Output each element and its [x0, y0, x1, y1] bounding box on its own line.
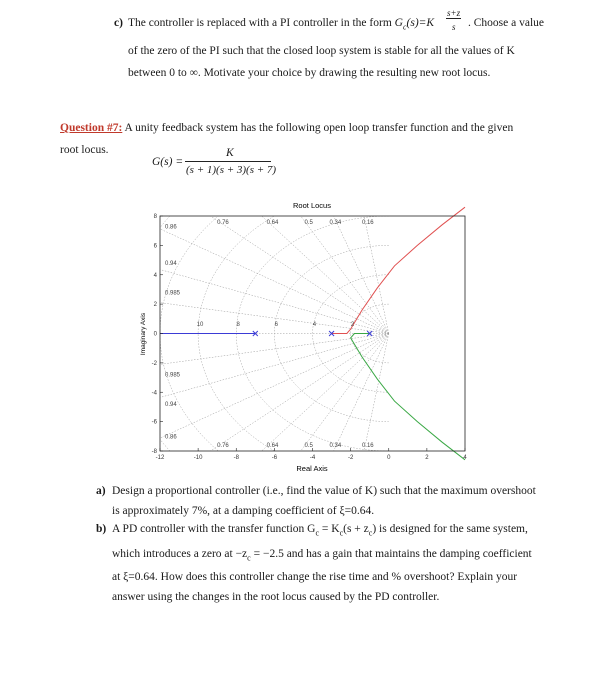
part-c-text-b: . Choose a value — [468, 17, 545, 29]
damping-label-top: 0.16 — [361, 220, 374, 226]
x-tick-label: 2 — [425, 455, 429, 461]
tf-fraction-bar — [185, 161, 271, 162]
pi-frac-den: s — [452, 22, 456, 32]
damping-label-bottom: 0.76 — [217, 443, 229, 449]
damping-ray — [328, 334, 389, 497]
pi-frac-num: s+z — [447, 8, 461, 18]
y-tick-label: 2 — [153, 302, 157, 309]
damping-ray — [198, 334, 389, 497]
y-tick-label: 8 — [153, 214, 157, 220]
pi-formula: $G_c(s)=K$ — [394, 17, 435, 32]
wn-label: 6 — [274, 322, 278, 329]
damping-ray — [30, 331, 388, 434]
question7-text-b: root locus. — [60, 144, 109, 156]
damping-label-top: 0.34 — [329, 220, 342, 226]
damping-label-left: 0.94 — [165, 261, 177, 267]
damping-label-left: 0.94 — [165, 402, 177, 408]
wn-label: 4 — [312, 322, 317, 329]
y-tick-label: 0 — [153, 331, 157, 338]
series-branch-upper — [329, 207, 465, 333]
damping-ray — [259, 196, 389, 334]
part-c-line2: of the zero of the PI such that the closed loop system is stable for all the values of K — [128, 45, 515, 57]
damping-ray — [99, 331, 389, 497]
damping-label-bottom: 0.16 — [361, 443, 374, 449]
damping-ray — [13, 331, 389, 385]
x-tick-label: 4 — [463, 455, 467, 461]
x-tick-label: 0 — [387, 455, 391, 461]
part-c-line3: between 0 to ∞. Motivate your choice by drawing the resulting new root locus. — [128, 67, 491, 79]
chart-ylabel: Imaginary Axis — [140, 312, 147, 356]
x-tick-label: -10 — [193, 455, 203, 461]
tf-numerator: K — [226, 147, 234, 159]
part-a-line2: is approximately 7%, at a damping coefficient of ξ=0.64. — [112, 505, 375, 517]
series-branch-lower — [351, 334, 465, 460]
question7-line — [60, 121, 513, 135]
damping-ray — [328, 196, 389, 334]
part-a-label: a) — [96, 485, 106, 497]
damping-ray — [61, 196, 389, 334]
y-tick-label: -8 — [151, 449, 157, 455]
damping-ray — [61, 331, 389, 484]
x-tick-label: -4 — [309, 455, 316, 461]
x-tick-label: -6 — [271, 455, 278, 461]
part-b-label: b) — [96, 523, 107, 535]
x-tick-label: -8 — [233, 455, 239, 461]
damping-label-top: 0.64 — [266, 220, 279, 226]
part-b-line4: answer using the changes in the root locus caused by the PD controller. — [112, 591, 440, 603]
damping-ray — [145, 331, 389, 497]
y-tick-label: -2 — [151, 360, 157, 367]
damping-ray — [145, 196, 389, 334]
damping-label-left: 0.985 — [165, 372, 181, 379]
y-tick-label: -6 — [151, 419, 157, 426]
y-tick-label: 6 — [153, 243, 157, 250]
chart-title: Root Locus — [293, 201, 331, 210]
part-b-line3: at ξ=0.64. How does this controller change the rise time and % overshoot? Explain your — [112, 571, 518, 583]
damping-label-left: 0.86 — [165, 434, 177, 441]
wn-label: 2 — [350, 322, 355, 329]
part-c-text-a: The controller is replaced with a PI controller in the form — [128, 17, 392, 29]
damping-label-bottom: 0.5 — [304, 443, 313, 449]
wn-label: 10 — [196, 322, 204, 329]
question7-text: A unity feedback system has the following open loop transfer function and the given — [124, 122, 514, 134]
damping-ray — [30, 233, 388, 333]
part-b-line1: A PD controller with the transfer function $G_c = K_c(s + z_c)$ is designed for the same system, — [112, 523, 528, 538]
damping-label-top: 0.5 — [304, 220, 313, 226]
question7-label: Question #7: — [60, 122, 123, 134]
tf-denominator: (s + 1)(s + 3)(s + 7) — [186, 164, 277, 176]
damping-label-left: 0.985 — [165, 290, 181, 297]
y-tick-label: -4 — [151, 390, 157, 397]
damping-label-bottom: 0.34 — [329, 443, 342, 449]
chart-xlabel: Real Axis — [296, 464, 328, 473]
root-locus-chart — [0, 196, 610, 496]
wn-circle — [198, 196, 389, 480]
tf-lhs: G(s) = — [152, 156, 184, 168]
damping-label-left: 0.86 — [165, 224, 177, 231]
part-a-line1: Design a proportional controller (i.e., find the value of K) such that the maximum overshoot — [112, 485, 536, 497]
damping-label-bottom: 0.64 — [266, 443, 279, 449]
damping-label-top: 0.76 — [217, 220, 229, 226]
part-c-label: c) — [114, 17, 123, 29]
x-tick-label: -12 — [155, 455, 165, 461]
y-tick-label: 4 — [153, 272, 157, 279]
part-b-line2: which introduces a zero at $-z_c = -2.5$ and has a gain that maintains the damping coefficient — [112, 548, 532, 563]
wn-label: 8 — [236, 322, 240, 329]
part-c-line1 — [128, 16, 434, 34]
x-tick-label: -2 — [347, 455, 354, 461]
